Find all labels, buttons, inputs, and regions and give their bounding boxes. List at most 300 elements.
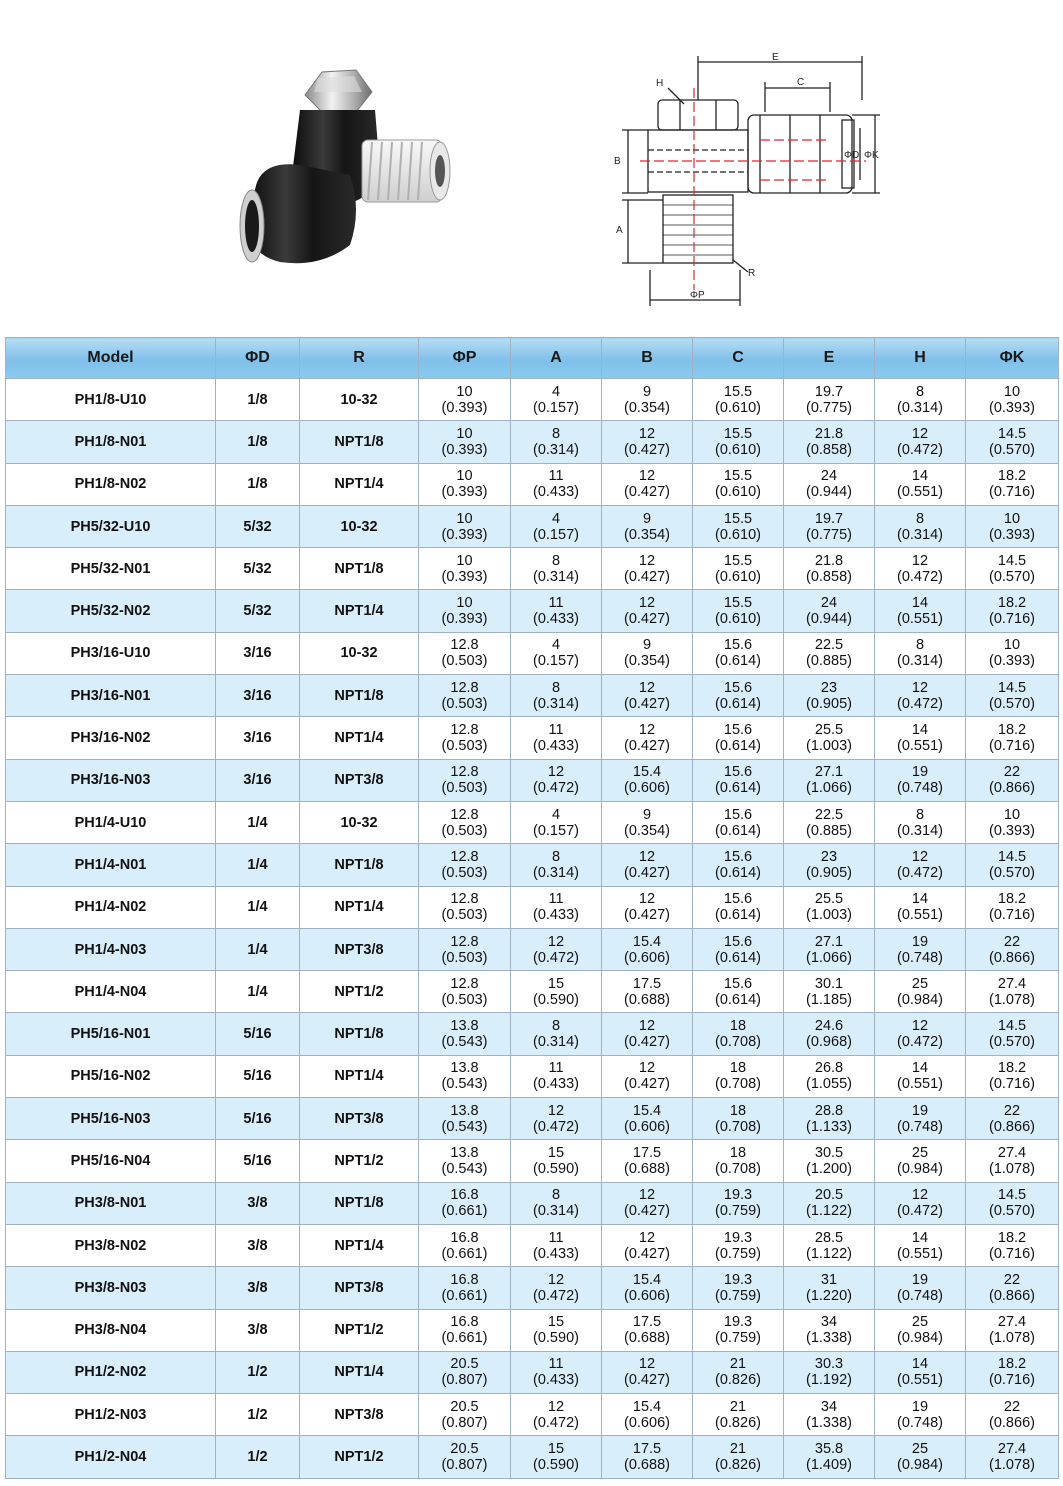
col-k: ΦK (966, 338, 1059, 379)
value-mm: 10 (456, 552, 473, 569)
cell-r: 10-32 (300, 801, 419, 843)
cell-d: 5/32 (216, 548, 300, 590)
table-row (6, 844, 1059, 886)
value-inch: (0.472) (897, 1203, 943, 1220)
value-mm: 11 (548, 891, 564, 908)
cell-d: 1/8 (216, 463, 300, 505)
value-inch: (0.427) (624, 695, 670, 712)
cell-model: PH5/16-N03 (6, 1098, 216, 1140)
product-illustrations (0, 0, 1063, 336)
cell-k (966, 886, 1059, 928)
value-mm: 22 (1003, 1102, 1021, 1119)
label-p: ΦP (690, 290, 705, 301)
label-e: E (772, 52, 779, 63)
table-row (6, 886, 1059, 928)
value-mm: 10 (456, 510, 473, 527)
value-mm: 22 (1003, 1271, 1021, 1288)
cell-d: 5/16 (216, 1098, 300, 1140)
cell-e (784, 971, 875, 1013)
value-inch: (1.078) (989, 1160, 1035, 1177)
value-mm: 11 (548, 595, 564, 612)
value-mm: 21 (729, 1398, 747, 1415)
value-inch: (0.570) (989, 864, 1035, 881)
col-p: ΦP (419, 338, 511, 379)
cell-e (784, 1436, 875, 1478)
cell-a (511, 505, 602, 547)
value-mm: 8 (915, 383, 925, 400)
cell-b (602, 1351, 693, 1393)
value-mm: 15.4 (632, 1398, 662, 1415)
value-mm: 19 (911, 1102, 929, 1119)
value-mm: 28.8 (814, 1102, 844, 1119)
cell-p (419, 1182, 511, 1224)
cell-k (966, 928, 1059, 970)
value-inch: (0.614) (715, 695, 761, 712)
table-row (6, 1013, 1059, 1055)
cell-model: PH5/16-N02 (6, 1055, 216, 1097)
value-inch: (0.748) (897, 1414, 943, 1431)
cell-d: 1/2 (216, 1436, 300, 1478)
cell-c (693, 632, 784, 674)
cell-d: 5/16 (216, 1055, 300, 1097)
value-mm: 12 (638, 1356, 656, 1373)
cell-p (419, 1140, 511, 1182)
value-mm: 25 (911, 1314, 929, 1331)
cell-d: 3/16 (216, 759, 300, 801)
value-mm: 18.2 (997, 1060, 1027, 1077)
value-mm: 12 (911, 848, 929, 865)
value-inch: (0.393) (441, 484, 488, 501)
cell-model: PH1/4-U10 (6, 801, 216, 843)
cell-model: PH1/8-N02 (6, 463, 216, 505)
cell-a (511, 463, 602, 505)
value-mm: 19 (911, 1398, 929, 1415)
value-mm: 12.8 (450, 891, 479, 908)
cell-p (419, 886, 511, 928)
cell-k (966, 505, 1059, 547)
value-inch: (0.157) (533, 653, 579, 670)
cell-k (966, 1351, 1059, 1393)
value-inch: (0.354) (624, 653, 670, 670)
value-mm: 15.6 (723, 637, 753, 654)
value-mm: 18 (729, 1060, 747, 1077)
value-inch: (0.314) (897, 526, 943, 543)
value-inch: (0.472) (897, 864, 943, 881)
value-inch: (0.314) (533, 1034, 579, 1051)
value-mm: 12.8 (450, 764, 479, 781)
value-inch: (0.503) (441, 991, 488, 1008)
table-row (6, 1309, 1059, 1351)
cell-model: PH5/16-N04 (6, 1140, 216, 1182)
cell-a (511, 1098, 602, 1140)
table-row (6, 1394, 1059, 1436)
value-mm: 21 (729, 1441, 747, 1458)
value-mm: 12 (911, 425, 929, 442)
value-inch: (0.503) (441, 864, 488, 881)
value-mm: 10 (1003, 383, 1021, 400)
cell-h (875, 801, 966, 843)
cell-b (602, 801, 693, 843)
value-mm: 19 (911, 1271, 929, 1288)
value-mm: 12 (547, 764, 565, 781)
cell-p (419, 1436, 511, 1478)
cell-h (875, 928, 966, 970)
cell-b (602, 886, 693, 928)
value-mm: 28.5 (814, 1229, 844, 1246)
cell-p (419, 928, 511, 970)
cell-a (511, 1182, 602, 1224)
value-mm: 4 (551, 637, 561, 654)
value-inch: (0.590) (533, 1160, 579, 1177)
cell-r: 10-32 (300, 632, 419, 674)
cell-k (966, 1140, 1059, 1182)
value-inch: (0.885) (806, 822, 852, 839)
value-mm: 14.5 (997, 1018, 1027, 1035)
cell-k (966, 1098, 1059, 1140)
cell-a (511, 801, 602, 843)
value-mm: 12.8 (450, 806, 479, 823)
value-inch: (1.055) (806, 1076, 852, 1093)
value-inch: (0.433) (533, 1076, 579, 1093)
cell-r: 10-32 (300, 379, 419, 421)
value-inch: (0.984) (897, 1457, 943, 1474)
value-mm: 18.2 (997, 891, 1027, 908)
table-row (6, 675, 1059, 717)
col-c: C (693, 338, 784, 379)
value-mm: 15 (547, 1441, 565, 1458)
cell-b (602, 590, 693, 632)
value-inch: (0.614) (715, 822, 761, 839)
value-inch: (0.314) (533, 1203, 579, 1220)
cell-r: NPT3/8 (300, 1267, 419, 1309)
value-mm: 19.3 (723, 1271, 753, 1288)
value-mm: 12 (638, 468, 656, 485)
cell-r: NPT1/4 (300, 886, 419, 928)
col-b: B (602, 338, 693, 379)
label-d: ΦD (844, 150, 860, 161)
value-mm: 12 (638, 1018, 656, 1035)
col-e: E (784, 338, 875, 379)
cell-b (602, 1013, 693, 1055)
value-mm: 16.8 (450, 1271, 479, 1288)
value-inch: (0.610) (715, 441, 761, 458)
cell-r: NPT1/2 (300, 1436, 419, 1478)
cell-k (966, 463, 1059, 505)
value-inch: (0.984) (897, 1330, 943, 1347)
cell-r: 10-32 (300, 505, 419, 547)
cell-e (784, 1140, 875, 1182)
cell-a (511, 759, 602, 801)
cell-a (511, 1140, 602, 1182)
cell-b (602, 928, 693, 970)
value-inch: (0.610) (715, 526, 761, 543)
cell-h (875, 1182, 966, 1224)
cell-h (875, 632, 966, 674)
value-inch: (0.826) (715, 1372, 761, 1389)
cell-k (966, 675, 1059, 717)
cell-e (784, 421, 875, 463)
cell-d: 1/4 (216, 844, 300, 886)
value-inch: (0.708) (715, 1034, 761, 1051)
cell-h (875, 717, 966, 759)
cell-a (511, 1267, 602, 1309)
value-inch: (0.433) (533, 484, 579, 501)
value-inch: (1.003) (806, 738, 852, 755)
cell-b (602, 1098, 693, 1140)
label-a: A (616, 225, 623, 236)
cell-p (419, 1098, 511, 1140)
value-mm: 25 (911, 1144, 929, 1161)
value-inch: (0.716) (989, 738, 1035, 755)
cell-e (784, 759, 875, 801)
value-mm: 15.5 (723, 552, 753, 569)
value-inch: (0.157) (533, 526, 579, 543)
cell-k (966, 1224, 1059, 1266)
value-mm: 15.4 (632, 1102, 662, 1119)
cell-model: PH1/4-N03 (6, 928, 216, 970)
value-inch: (0.826) (715, 1414, 761, 1431)
cell-p (419, 1267, 511, 1309)
cell-r: NPT1/8 (300, 1013, 419, 1055)
value-inch: (0.393) (441, 441, 488, 458)
cell-model: PH5/32-N02 (6, 590, 216, 632)
cell-b (602, 1182, 693, 1224)
value-mm: 22 (1003, 764, 1021, 781)
cell-a (511, 928, 602, 970)
cell-d: 3/16 (216, 717, 300, 759)
value-inch: (0.716) (989, 611, 1035, 628)
cell-model: PH1/4-N04 (6, 971, 216, 1013)
label-b: B (614, 156, 621, 167)
value-mm: 15.6 (723, 806, 753, 823)
value-mm: 12 (911, 1018, 929, 1035)
value-inch: (0.748) (897, 1287, 943, 1304)
value-mm: 17.5 (632, 975, 662, 992)
cell-k (966, 971, 1059, 1013)
value-inch: (0.759) (715, 1245, 761, 1262)
value-inch: (0.688) (624, 991, 670, 1008)
value-inch: (0.688) (624, 1160, 670, 1177)
value-mm: 15.5 (723, 383, 753, 400)
value-mm: 27.1 (814, 764, 844, 781)
cell-d: 3/16 (216, 675, 300, 717)
value-inch: (0.472) (533, 1118, 579, 1135)
value-inch: (1.200) (806, 1160, 852, 1177)
cell-b (602, 1309, 693, 1351)
value-mm: 13.8 (450, 1102, 479, 1119)
value-inch: (0.427) (624, 1203, 670, 1220)
value-mm: 15.6 (723, 975, 753, 992)
value-mm: 34 (820, 1314, 838, 1331)
value-mm: 14 (911, 468, 929, 485)
value-inch: (0.157) (533, 399, 579, 416)
value-inch: (0.551) (897, 738, 943, 755)
value-inch: (0.905) (806, 864, 852, 881)
cell-r: NPT3/8 (300, 1394, 419, 1436)
value-inch: (0.984) (897, 1160, 943, 1177)
value-mm: 12 (638, 595, 656, 612)
value-mm: 12 (911, 1187, 929, 1204)
value-inch: (0.543) (441, 1076, 488, 1093)
value-mm: 24 (820, 468, 838, 485)
cell-p (419, 971, 511, 1013)
value-inch: (0.393) (989, 653, 1035, 670)
cell-model: PH1/2-N03 (6, 1394, 216, 1436)
value-inch: (0.427) (624, 1245, 670, 1262)
value-inch: (0.606) (624, 1287, 670, 1304)
value-mm: 30.3 (814, 1356, 844, 1373)
value-inch: (0.661) (441, 1203, 488, 1220)
value-mm: 21.8 (814, 552, 844, 569)
value-mm: 13.8 (450, 1060, 479, 1077)
value-mm: 12 (547, 1398, 565, 1415)
cell-model: PH3/8-N02 (6, 1224, 216, 1266)
table-row (6, 463, 1059, 505)
value-inch: (0.393) (989, 822, 1035, 839)
value-mm: 12.8 (450, 933, 479, 950)
cell-d: 5/16 (216, 1140, 300, 1182)
label-r: R (748, 268, 756, 279)
value-inch: (0.708) (715, 1160, 761, 1177)
value-mm: 22.5 (814, 806, 844, 823)
value-mm: 12 (638, 679, 656, 696)
cell-k (966, 1309, 1059, 1351)
value-inch: (0.590) (533, 1457, 579, 1474)
value-inch: (0.590) (533, 1330, 579, 1347)
value-inch: (0.393) (441, 568, 488, 585)
value-mm: 18.2 (997, 1356, 1027, 1373)
value-inch: (0.427) (624, 738, 670, 755)
cell-r: NPT1/4 (300, 1055, 419, 1097)
cell-e (784, 1224, 875, 1266)
value-inch: (0.858) (806, 568, 852, 585)
value-inch: (1.122) (806, 1245, 852, 1262)
cell-c (693, 1436, 784, 1478)
value-mm: 14.5 (997, 848, 1027, 865)
value-inch: (0.543) (441, 1118, 488, 1135)
cell-h (875, 590, 966, 632)
cell-p (419, 463, 511, 505)
value-inch: (0.716) (989, 1245, 1035, 1262)
value-inch: (0.614) (715, 653, 761, 670)
cell-p (419, 844, 511, 886)
table-row (6, 548, 1059, 590)
value-mm: 18 (729, 1102, 747, 1119)
cell-k (966, 1182, 1059, 1224)
cell-model: PH3/8-N03 (6, 1267, 216, 1309)
header-row (6, 338, 1059, 379)
value-inch: (0.427) (624, 441, 670, 458)
value-mm: 12 (638, 1229, 656, 1246)
value-inch: (0.944) (806, 611, 852, 628)
value-mm: 12 (638, 552, 656, 569)
value-inch: (0.503) (441, 907, 488, 924)
value-mm: 9 (642, 806, 652, 823)
value-inch: (1.066) (806, 949, 852, 966)
value-inch: (0.551) (897, 1076, 943, 1093)
value-mm: 15.6 (723, 891, 753, 908)
value-mm: 10 (1003, 806, 1021, 823)
value-inch: (0.393) (441, 399, 488, 416)
value-inch: (0.606) (624, 780, 670, 797)
value-mm: 8 (915, 637, 925, 654)
value-inch: (0.503) (441, 822, 488, 839)
value-inch: (0.314) (533, 695, 579, 712)
value-inch: (0.427) (624, 568, 670, 585)
cell-h (875, 379, 966, 421)
cell-c (693, 505, 784, 547)
value-mm: 11 (548, 722, 564, 739)
value-inch: (0.433) (533, 907, 579, 924)
cell-p (419, 1013, 511, 1055)
cell-e (784, 1098, 875, 1140)
value-inch: (0.775) (806, 526, 852, 543)
table-row (6, 505, 1059, 547)
cell-e (784, 1182, 875, 1224)
value-inch: (1.066) (806, 780, 852, 797)
value-inch: (0.614) (715, 780, 761, 797)
value-inch: (0.472) (897, 695, 943, 712)
cell-a (511, 1224, 602, 1266)
value-inch: (1.078) (989, 991, 1035, 1008)
value-inch: (0.858) (806, 441, 852, 458)
value-inch: (1.220) (806, 1287, 852, 1304)
cell-b (602, 379, 693, 421)
value-mm: 8 (915, 806, 925, 823)
value-inch: (0.314) (533, 568, 579, 585)
value-inch: (0.610) (715, 568, 761, 585)
value-inch: (0.905) (806, 695, 852, 712)
cell-a (511, 632, 602, 674)
value-inch: (1.192) (806, 1372, 852, 1389)
fitting-photo (240, 70, 450, 263)
value-inch: (0.354) (624, 399, 670, 416)
value-mm: 22.5 (814, 637, 844, 654)
table-body (6, 379, 1059, 1479)
value-mm: 31 (820, 1271, 838, 1288)
value-mm: 27.4 (997, 1441, 1027, 1458)
value-inch: (0.427) (624, 864, 670, 881)
cell-r: NPT1/4 (300, 1224, 419, 1266)
table-row (6, 928, 1059, 970)
cell-model: PH5/16-N01 (6, 1013, 216, 1055)
value-mm: 15 (547, 975, 565, 992)
value-mm: 11 (548, 1356, 564, 1373)
value-inch: (0.472) (533, 1287, 579, 1304)
cell-c (693, 1182, 784, 1224)
cell-c (693, 844, 784, 886)
value-inch: (1.133) (806, 1118, 852, 1135)
cell-r: NPT1/4 (300, 590, 419, 632)
value-mm: 16.8 (450, 1314, 479, 1331)
cell-p (419, 759, 511, 801)
value-inch: (0.472) (533, 1414, 579, 1431)
cell-b (602, 548, 693, 590)
value-inch: (0.968) (806, 1034, 852, 1051)
cell-p (419, 548, 511, 590)
value-inch: (0.314) (897, 399, 943, 416)
value-mm: 15.6 (723, 722, 753, 739)
value-mm: 12 (638, 425, 656, 442)
value-inch: (0.944) (806, 484, 852, 501)
cell-model: PH1/2-N04 (6, 1436, 216, 1478)
cell-p (419, 801, 511, 843)
value-mm: 15.6 (723, 764, 753, 781)
value-mm: 19 (911, 764, 929, 781)
cell-c (693, 1224, 784, 1266)
value-mm: 27.1 (814, 933, 844, 950)
cell-e (784, 886, 875, 928)
